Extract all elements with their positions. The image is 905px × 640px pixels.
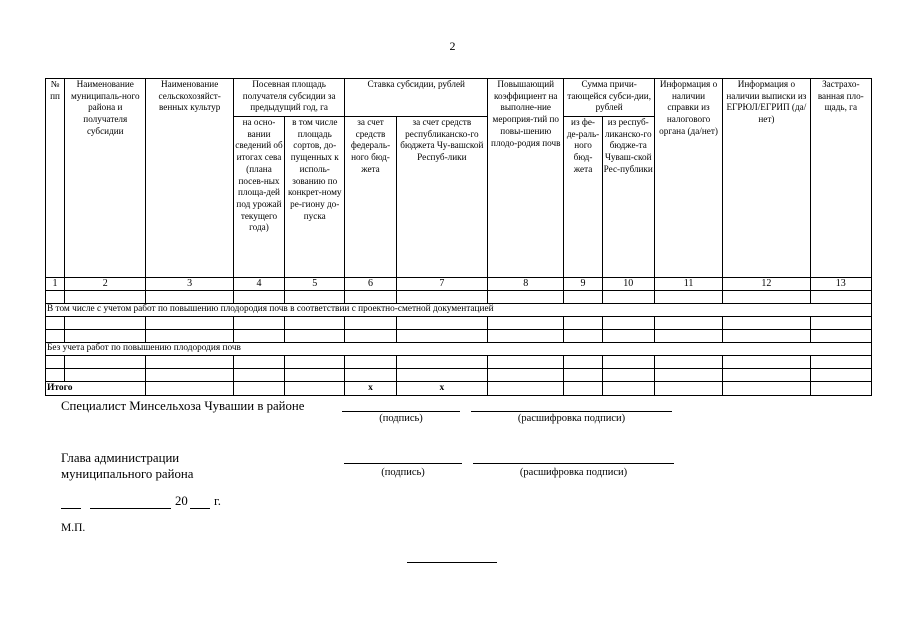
header-c7: за счет средств республиканско-го бюджета Чу-вашской Респуб-лики	[396, 117, 487, 278]
col-number: 3	[146, 278, 233, 291]
total-c6-mark: x	[345, 382, 396, 396]
head-name-line[interactable]	[473, 463, 674, 464]
header-c3: Наименование сельскохозяйст-венных культур	[146, 79, 233, 278]
header-c6-7-group: Ставка субсидии, рублей	[345, 79, 488, 117]
section-without-fertility-label: Без учета работ по повышению плодородия почв	[46, 343, 872, 356]
page-number: 2	[449, 39, 456, 53]
specialist-name-line[interactable]	[471, 411, 672, 412]
header-c9-10-group: Сумма причи-тающейся субси-дии, рублей	[564, 79, 654, 117]
specialist-decode-caption: (расшифровка подписи)	[517, 413, 626, 424]
head-label-line1: Глава администрации	[61, 451, 180, 465]
head-decode-caption: (расшифровка подписи)	[519, 467, 628, 478]
stamp-mark: М.П.	[61, 522, 86, 534]
total-row	[46, 382, 872, 396]
col-number: 1	[46, 278, 65, 291]
col-number: 7	[396, 278, 487, 291]
column-numbers-row	[46, 278, 872, 291]
total-label: Итого	[46, 382, 146, 396]
header-c13: Застрахо-ванная пло-щадь, га	[810, 79, 871, 278]
table-row-empty	[46, 291, 872, 304]
specialist-signature-line[interactable]	[342, 411, 460, 412]
col-number: 13	[810, 278, 871, 291]
col-number: 10	[602, 278, 654, 291]
specialist-signature-caption: (подпись)	[379, 413, 423, 424]
header-row-1	[46, 79, 872, 117]
header-c5: в том числе площадь сортов, до-пущенных к исполь-зованию по конкрет-ному ре-гиону до-пуска	[285, 117, 345, 278]
section-without-fertility-works	[46, 343, 872, 356]
header-c1: № пп	[46, 79, 65, 278]
header-c4-5-group: Посевная площадь получателя субсидии за предыдущий год, га	[233, 79, 345, 117]
col-number: 6	[345, 278, 396, 291]
header-c2: Наименование муниципаль-ного района и получателя субсидии	[65, 79, 146, 278]
subsidy-table	[45, 78, 872, 396]
total-c7-mark: x	[396, 382, 487, 396]
col-number: 8	[488, 278, 564, 291]
head-label-line2: муниципального района	[61, 467, 194, 481]
col-number: 12	[723, 278, 810, 291]
header-c6: за счет средств федераль-ного бюд-жета	[345, 117, 396, 278]
header-c9: из фе-де-раль-ного бюд-жета	[564, 117, 602, 278]
date-year-prefix: 20	[175, 494, 188, 508]
col-number: 9	[564, 278, 602, 291]
header-c12: Информация о наличии выписки из ЕГРЮЛ/ЕГРИП (да/нет)	[723, 79, 810, 278]
header-c10: из респуб-ликанско-го бюдже-та Чуваш-ской Рес-публики	[602, 117, 654, 278]
col-number: 4	[233, 278, 284, 291]
date-month-line[interactable]	[90, 508, 171, 509]
table-row-empty	[46, 356, 872, 369]
table-row-empty	[46, 317, 872, 330]
col-number: 11	[654, 278, 722, 291]
head-signature-caption: (подпись)	[381, 467, 425, 478]
section-with-fertility-works	[46, 304, 872, 317]
header-c4: на осно-вании сведений об итогах сева (плана посев-ных площа-дей под урожай текущего года)	[233, 117, 284, 278]
header-c11: Информация о наличии справки из налогового органа (да/нет)	[654, 79, 722, 278]
date-year-line[interactable]	[190, 508, 210, 509]
section-with-fertility-label: В том числе с учетом работ по повышению плодородия почв в соответствии с проектно-сметной документацией	[46, 304, 872, 317]
date-day-line[interactable]	[61, 508, 81, 509]
bottom-divider	[407, 562, 497, 563]
header-c8: Повышающий коэффициент на выполне-ние мероприя-тий по повы-шению плодо-родия почв	[488, 79, 564, 278]
date-suffix: г.	[214, 494, 222, 508]
specialist-label: Специалист Минсельхоза Чувашии в районе	[61, 399, 305, 413]
table-row-empty	[46, 330, 872, 343]
table-row-empty	[46, 369, 872, 382]
col-number: 2	[65, 278, 146, 291]
head-signature-line[interactable]	[344, 463, 462, 464]
col-number: 5	[285, 278, 345, 291]
